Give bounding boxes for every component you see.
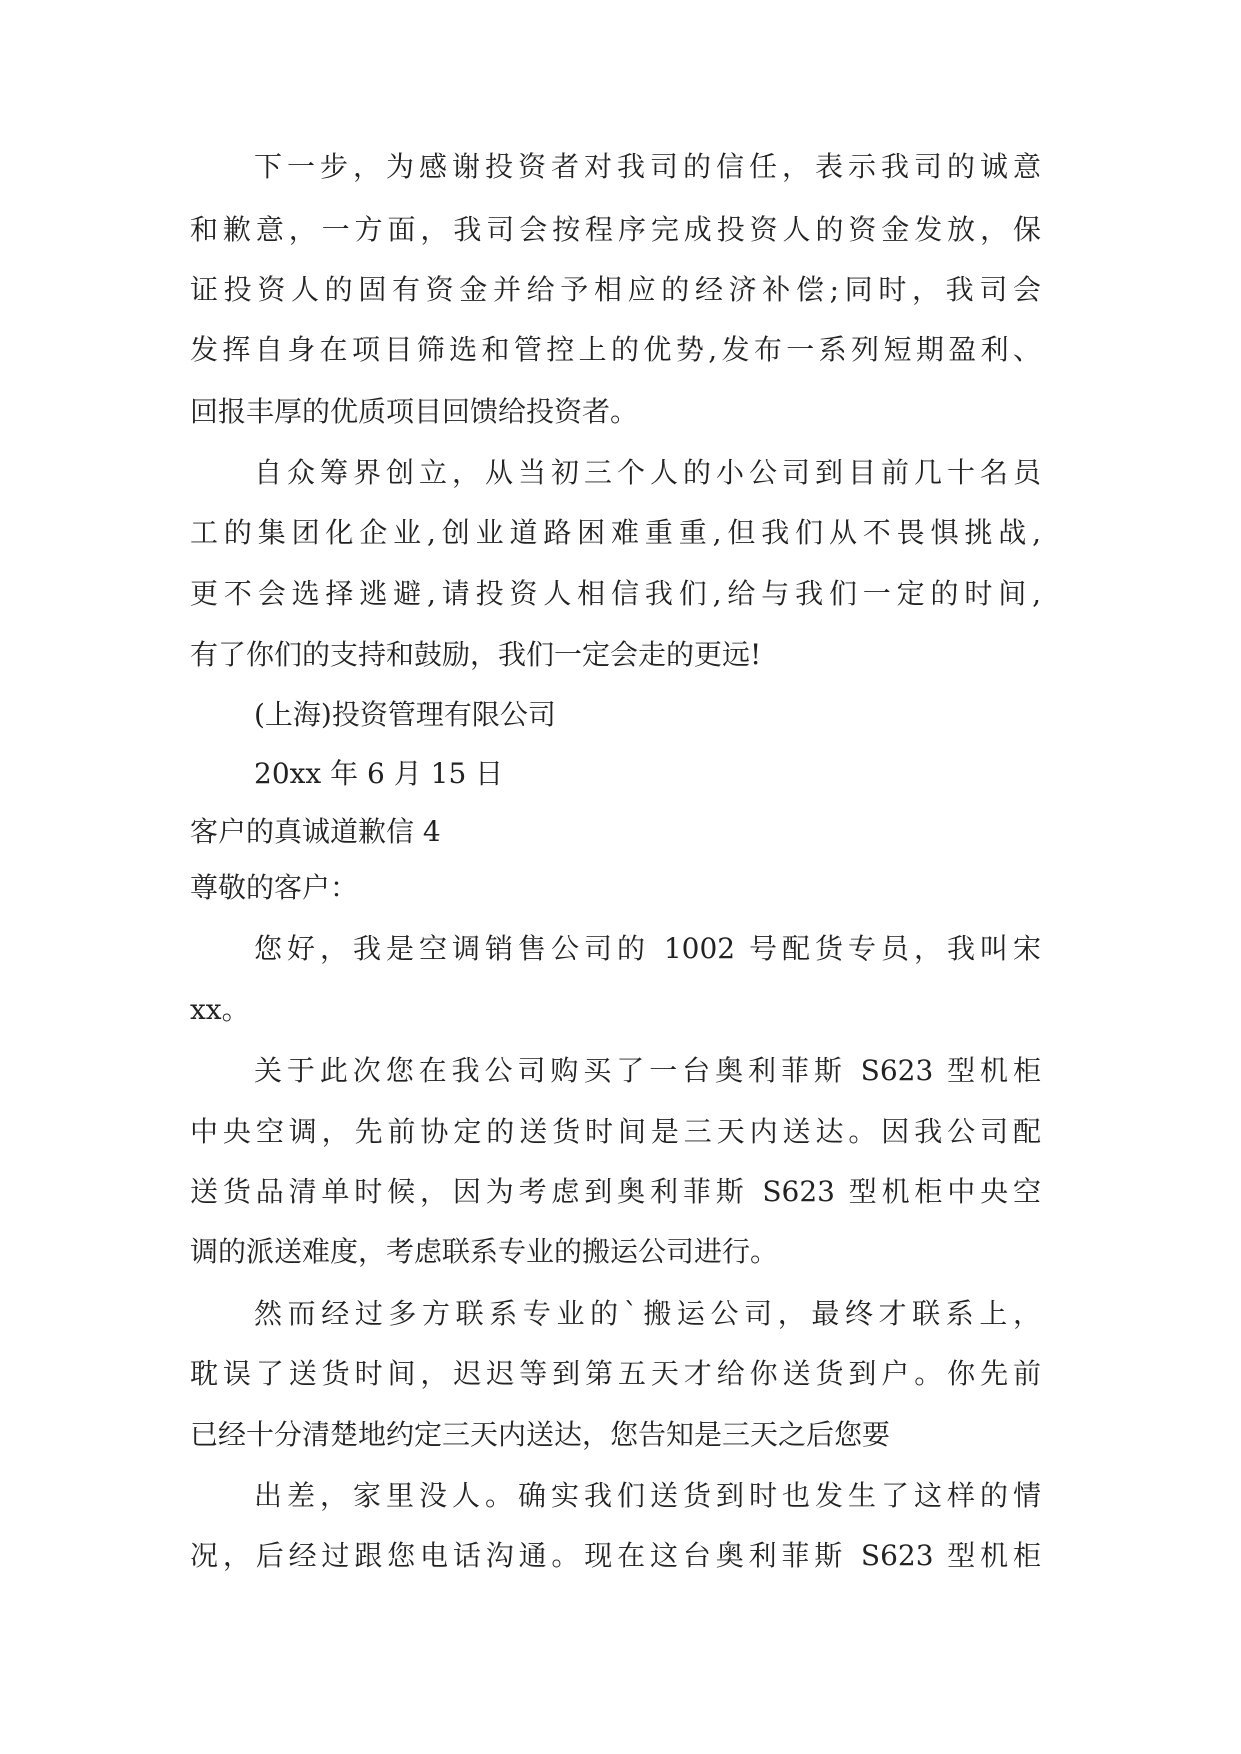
- company-signature: (上海)投资管理有限公司: [254, 698, 556, 731]
- paragraph-line: 况，后经过跟您电话沟通。现在这台奥利菲斯 S623 型机柜: [190, 1539, 1041, 1572]
- salutation: 尊敬的客户：: [190, 871, 359, 904]
- paragraph-line: 然而经过多方联系专业的`搬运公司，最终才联系上，: [254, 1297, 1041, 1330]
- paragraph-line: 下一步，为感谢投资者对我司的信任，表示我司的诚意: [254, 150, 1041, 183]
- paragraph-line: 中央空调，先前协定的送货时间是三天内送达。因我公司配: [190, 1115, 1041, 1148]
- paragraph-line: 和歉意，一方面，我司会按程序完成投资人的资金发放，保: [190, 213, 1041, 246]
- letter-date: 20xx 年 6 月 15 日: [254, 757, 504, 790]
- section-heading: 客户的真诚道歉信 4: [190, 815, 441, 848]
- paragraph-line: xx。: [190, 993, 250, 1026]
- paragraph-line: 关于此次您在我公司购买了一台奥利菲斯 S623 型机柜: [254, 1054, 1041, 1087]
- paragraph-line: 调的派送难度，考虑联系专业的搬运公司进行。: [190, 1235, 779, 1268]
- paragraph-line: 更不会选择逃避,请投资人相信我们,给与我们一定的时间,: [190, 577, 1041, 610]
- paragraph-line: 出差，家里没人。确实我们送货到时也发生了这样的情: [254, 1479, 1041, 1512]
- paragraph-line: 工的集团化企业,创业道路困难重重,但我们从不畏惧挑战,: [190, 516, 1041, 549]
- paragraph-line: 回报丰厚的优质项目回馈给投资者。: [190, 395, 639, 428]
- paragraph-line: 证投资人的固有资金并给予相应的经济补偿;同时，我司会: [190, 273, 1041, 306]
- paragraph-line: 自众筹界创立，从当初三个人的小公司到目前几十名员: [254, 456, 1041, 489]
- paragraph-line: 已经十分清楚地约定三天内送达，您告知是三天之后您要: [190, 1418, 891, 1451]
- paragraph-line: 送货品清单时候，因为考虑到奥利菲斯 S623 型机柜中央空: [190, 1175, 1041, 1208]
- paragraph-line: 您好，我是空调销售公司的 1002 号配货专员，我叫宋: [254, 932, 1041, 965]
- paragraph-line: 发挥自身在项目筛选和管控上的优势,发布一系列短期盈利、: [190, 333, 1041, 366]
- paragraph-line: 有了你们的支持和鼓励，我们一定会走的更远!: [190, 638, 762, 671]
- paragraph-line: 耽误了送货时间，迟迟等到第五天才给你送货到户。你先前: [190, 1357, 1041, 1390]
